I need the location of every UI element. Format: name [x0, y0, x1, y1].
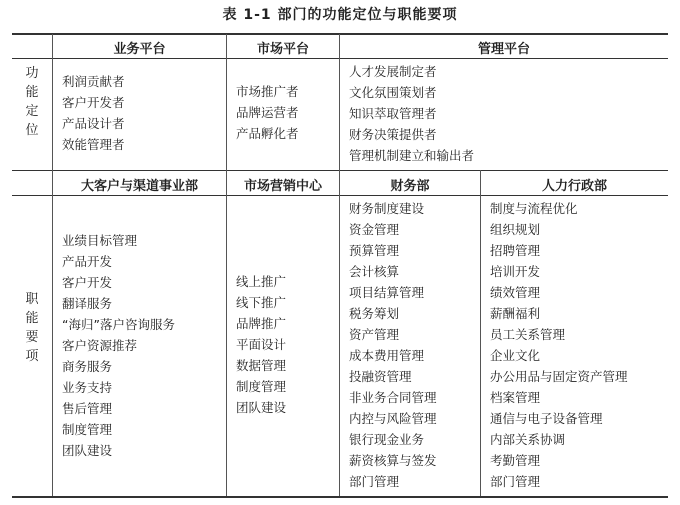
list-item: 团队建设: [62, 443, 113, 458]
positioning-section-label: 功 能 定 位: [25, 66, 39, 138]
list-item: 资金管理: [349, 222, 400, 237]
list-item: 培训开发: [490, 264, 541, 279]
duties-col-divider-3: [480, 170, 481, 496]
list-item: 产品孵化者: [236, 126, 299, 141]
duties-col-divider-1: [226, 170, 227, 496]
list-item: 效能管理者: [62, 137, 125, 152]
header-market-platform: 市场平台: [256, 42, 309, 57]
list-item: 文化氛围策划者: [349, 85, 437, 100]
list-item: 制度与流程优化: [490, 201, 578, 216]
list-item: 业绩目标管理: [62, 233, 138, 248]
duties-header-rule: [12, 195, 668, 196]
list-item: 员工关系管理: [490, 327, 566, 342]
list-item: 银行现金业务: [349, 432, 425, 447]
header-key-accounts-dept: 大客户与渠道事业部: [80, 179, 198, 194]
list-item: 财务制度建设: [349, 201, 425, 216]
list-item: 部门管理: [349, 474, 400, 489]
key-accounts-duties-list: [62, 230, 175, 461]
list-item: “海归”落户咨询服务: [62, 317, 175, 332]
list-item: 业务支持: [62, 380, 113, 395]
list-item: 商务服务: [62, 359, 113, 374]
list-item: 内部关系协调: [490, 432, 566, 447]
list-item: 品牌推广: [236, 316, 287, 331]
list-item: 薪资核算与签发: [349, 453, 437, 468]
list-item: 预算管理: [349, 243, 400, 258]
list-item: 售后管理: [62, 401, 113, 416]
list-item: 利润贡献者: [62, 74, 125, 89]
list-item: 线下推广: [236, 295, 287, 310]
marketing-duties-list: [236, 271, 286, 418]
table-bottom-rule: [12, 496, 668, 498]
header-finance-dept: 财务部: [390, 179, 430, 194]
list-item: 知识萃取管理者: [349, 106, 437, 121]
list-item: 通信与电子设备管理: [490, 411, 603, 426]
list-item: 资产管理: [349, 327, 400, 342]
list-item: 平面设计: [236, 337, 287, 352]
table-caption: 表 1-1 部门的功能定位与职能要项: [222, 7, 458, 23]
list-item: 项目结算管理: [349, 285, 425, 300]
list-item: 内控与风险管理: [349, 411, 437, 426]
list-item: 财务决策提供者: [349, 127, 437, 142]
header-management-platform: 管理平台: [477, 42, 530, 57]
list-item: 管理机制建立和输出者: [349, 148, 475, 163]
positioning-header-rule: [12, 58, 668, 59]
finance-duties-list: [349, 198, 437, 492]
list-item: 产品开发: [62, 254, 113, 269]
list-item: 制度管理: [62, 422, 113, 437]
list-item: 非业务合同管理: [349, 390, 437, 405]
list-item: 产品设计者: [62, 116, 125, 131]
list-item: 薪酬福利: [490, 306, 541, 321]
list-item: 绩效管理: [490, 285, 541, 300]
list-item: 部门管理: [490, 474, 541, 489]
list-item: 团队建设: [236, 400, 287, 415]
list-item: 数据管理: [236, 358, 287, 373]
list-item: 成本费用管理: [349, 348, 425, 363]
section-divider-rule: [12, 170, 668, 171]
header-marketing-center: 市场营销中心: [243, 179, 322, 194]
list-item: 市场推广者: [236, 84, 299, 99]
list-item: 客户开发者: [62, 95, 125, 110]
label-column-divider: [52, 34, 53, 496]
management-positioning-list: [349, 61, 474, 166]
list-item: 品牌运营者: [236, 105, 299, 120]
list-item: 会计核算: [349, 264, 400, 279]
market-positioning-list: [236, 81, 299, 144]
duties-col-divider-2: [339, 170, 340, 496]
list-item: 客户开发: [62, 275, 113, 290]
list-item: 线上推广: [236, 274, 287, 289]
list-item: 人才发展制定者: [349, 64, 437, 79]
list-item: 招聘管理: [490, 243, 541, 258]
list-item: 制度管理: [236, 379, 287, 394]
list-item: 考勤管理: [490, 453, 541, 468]
list-item: 办公用品与固定资产管理: [490, 369, 628, 384]
list-item: 翻译服务: [62, 296, 113, 311]
list-item: 组织规划: [490, 222, 541, 237]
list-item: 税务筹划: [349, 306, 400, 321]
list-item: 档案管理: [490, 390, 541, 405]
list-item: 客户资源推荐: [62, 338, 138, 353]
duties-section-label: 职 能 要 项: [25, 292, 39, 364]
header-hr-admin-dept: 人力行政部: [541, 179, 607, 194]
list-item: 企业文化: [490, 348, 541, 363]
list-item: 投融资管理: [349, 369, 412, 384]
business-positioning-list: [62, 71, 125, 155]
hr-admin-duties-list: [490, 198, 628, 492]
header-business-platform: 业务平台: [113, 42, 166, 57]
table-top-rule: [12, 33, 668, 35]
